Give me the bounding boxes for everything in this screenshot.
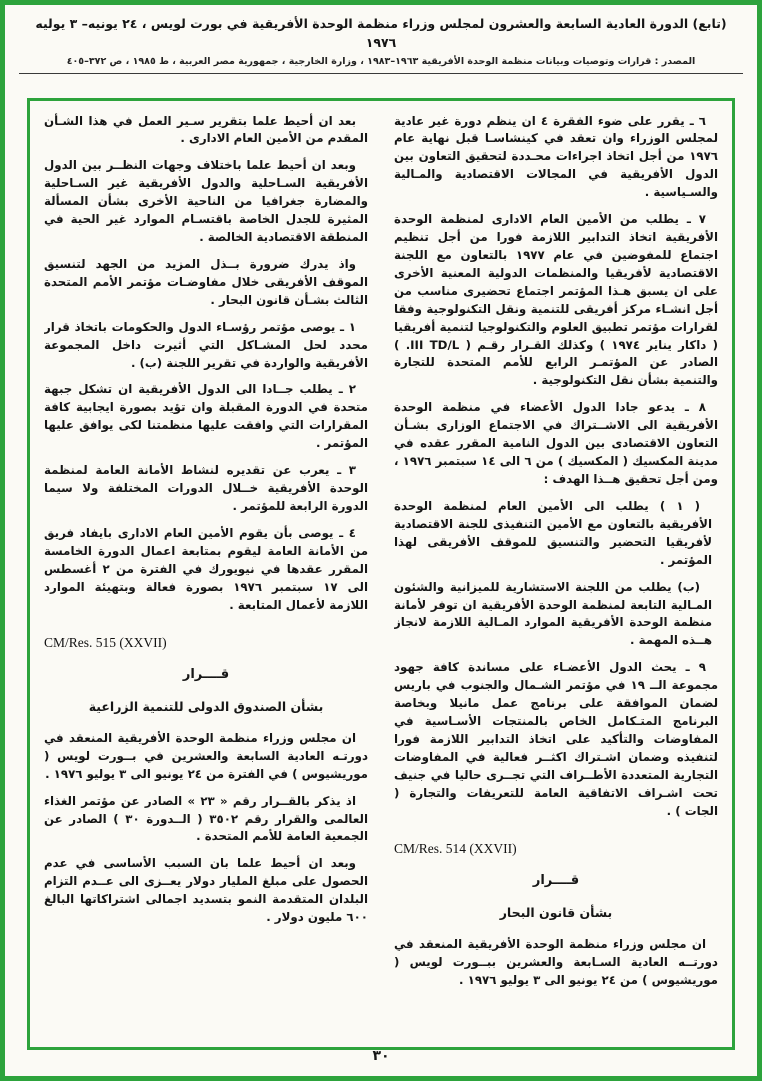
- paragraph-aware: واذ يدرك ضرورة بــذل المزيد من الجهد لتنسيق الموقف الأفريقى خلال مفاوضـات مؤتمر الأمم المتحدة الثالث بشـأن قانون البحار .: [44, 256, 368, 307]
- header-title: (تابع) الدورة العادية السابعة والعشرون لمجلس وزراء منظمة الوحدة الأفريقية في بورت لويس ، ٢٤ يونيه– ٣ يوليه ١٩٧٦: [35, 16, 727, 50]
- resolution-title: قــــرار: [182, 667, 230, 683]
- paragraph-item-8a: ( ١ ) يطلب الى الأمين العام لمنظمة الوحدة الأفريقية بالتعاون مع الأمين التنفيذى للجنة الاقتصادية لأفريقيا التحضير والتنسيق للموقف الأفريقى لهذا المؤتمر .: [394, 498, 712, 567]
- header-divider: [19, 73, 743, 74]
- resolution-ref-514: CM/Res. 514 (XXVII): [394, 840, 517, 856]
- column-right: [394, 113, 718, 1035]
- paragraph-recalling: اذ يذكر بالقــرار رقم « ٢٣ » الصادر عن مؤتمر الغذاء العالمى والقرار رقم ٣٥٠٢ ( الــدورة ٣٠ ) الصادر عن الجمعية العامة للأمم المتحدة .: [44, 793, 368, 844]
- paragraph-item-3: ٣ ـ يعرب عن تقديره لنشاط الأمانة العامة لمنظمة الوحدة الأفريقية خــلال الدورات المختلفة ولا سيما الدورة الرابعة للمؤتمر .: [44, 463, 368, 514]
- paragraph-noted-report: بعد ان أحيط علما بتقرير سـير العمل في هذا الشـأن المقدم من الأمين العام الادارى .: [44, 113, 368, 146]
- document-header: [5, 5, 757, 67]
- resolution-subject-ifad: بشأن الصندوق الدولى للتنمية الزراعية: [88, 698, 324, 714]
- resolution-title: قــــرار: [532, 873, 580, 889]
- two-column-layout: [44, 113, 718, 1035]
- header-source: المصدر : قرارات وتوصيات وبيانات منظمة الوحدة الأفريقية ١٩٦٣–١٩٨٣ ، وزارة الخارجية ، جمهورية مصر العربية ، ط ١٩٨٥ ، ص ٣٧٢–٤٠٥: [66, 55, 696, 67]
- content-box: [27, 98, 735, 1050]
- resolution-ref-515: CM/Res. 515 (XXVII): [44, 634, 167, 650]
- paragraph-item-7: ٧ ـ يطلب من الأمين العام الادارى لمنظمة الوحدة الأفريقية اتخاذ التدابير اللازمة فورا من أجل تنظيم اجتماع للمفوضين في عام ١٩٧٧ بالتعاون مع اللجنة الاقتصادية لأفريقيا والمنظمات الدولية المعنية الأخرى على ان يسبق هـذا المؤتمر اجتماع تحضيرى مناسب من أجل انشـاء مركز أفريقى للتنمية ونقل التكنولوجية وفقا لقرارات مؤتمر تطبيق العلوم والتكنولوجيا لتنمية أفريقيا ( داكار يناير ١٩٧٤ ) وكذلك القـرار رقـم ( III TD/L. ) الصادر عن المؤتمـر الرابع للأمم المتحدة للتجارة والتنمية بشأن نقل التكنولوجية .: [394, 212, 718, 388]
- paragraph-item-1: ١ ـ يوصى مؤتمر رؤسـاء الدول والحكومات باتخاذ قرار محدد لحل المشـاكل التي أثيرت داخل المجموعة الأفريقية والواردة في تقرير اللجنة (ب) .: [44, 319, 368, 370]
- column-left: [44, 113, 368, 1035]
- paragraph-item-6: ٦ ـ يقرر على ضوء الفقرة ٤ ان ينظم دورة غير عادية لمجلس الوزراء وان تعقد في كينشاسـا قبل نهاية عام ١٩٧٦ من أجل اتخاذ اجراءات محـددة لتحقيق التعاون بين الدول الأفريقية في المجالات الاقتصادية والمـالية والسـياسية .: [394, 113, 718, 200]
- paragraph-item-8b: (ب) يطلب من اللجنة الاستشارية للميزانية والشئون المـالية التابعة لمنظمة الوحدة الأفريقية ان توفر لأمانة منظمة الوحدة الأفريقية الموارد المـالية اللازمة لانجاز هــذه المهمة .: [394, 579, 712, 648]
- page-number: ٣٠: [372, 1048, 390, 1064]
- paragraph-preamble: ان مجلس وزراء منظمة الوحدة الأفريقية المنعقد في دورتـه العادية السابعة والعشرين في بــورت لويس ( موريشيوس ) في الفترة من ٢٤ يونيو الى ٣ يوليو ١٩٧٦ .: [44, 730, 368, 781]
- paragraph-item-9: ٩ ـ يحث الدول الأعضـاء على مساندة كافة جهود مجموعة الــ ١٩ في مؤتمر الشـمال والجنوب في باريس لضمان الموافقة على برنامج عمل مانيلا وبخاصة البرنامج المتـكامل الخاص بالمنتجات الأسـاسية في المفاوضات والتأكيد على اتخاذ التدابير اللازمة فورا لتنفيذه وضمان اشـتراك اكثــر فعالية في المفاوضات التجارية المتعددة الأطــراف التي تجــرى حاليا في جنيف تحت اشـراف الاتفاقية العامة للتعريفات والتجارة ( الجات ) .: [394, 660, 718, 818]
- paragraph-noted-reason: وبعد ان أحيط علما بان السبب الأساسى في عدم الحصول على مبلغ المليار دولار يعــزى الى عــدم التزام البلدان المتقدمة النمو بتسديد اجمالى اشتراكاتها البالغ ٦٠٠ مليون دولار .: [44, 856, 368, 925]
- paragraph-item-8: ٨ ـ يدعو جادا الدول الأعضاء في منظمة الوحدة الأفريقية الى الاشــتراك في الاجتماع الوزارى بشـأن التعاون الاقتصادى بين الدول النامية المقرر عقده في مدينة المكسيك ( المكسيك ) من ٦ الى ١٤ سبتمبر ١٩٧٦ ، ومن أجل تحقيق هــذا الهدف :: [394, 400, 718, 487]
- paragraph-item-2: ٢ ـ يطلب جــادا الى الدول الأفريقية ان تشكل جبهة متحدة في الدورة المقبلة وان تؤيد بصورة ايجابية كافة المقرارات التي وافقت عليها منظمتنا لكى يوافق عليها المؤتمر .: [44, 382, 368, 451]
- paragraph-noted-differences: وبعد ان أحيط علما باختلاف وجهات النظــر بين الدول الأفريقية السـاحلية والدول الأفريقية غير السـاحلية والمضارة جغرافيا من الناحية الأخرى بشأن المسألة المثيرة للجدل الخاصة باقتسـام الموارد غير الحية في المنطقة الاقتصادية الخالصة .: [44, 158, 368, 245]
- resolution-subject-law-of-sea: بشأن قانون البحار: [499, 904, 613, 920]
- paragraph-preamble: ان مجلس وزراء منظمة الوحدة الأفريقية المنعقد في دورتــه العادية السـابعة والعشرين ببــورت لويس ( موريشيوس ) من ٢٤ يونيو الى ٣ يوليو ١٩٧٦ .: [394, 936, 718, 987]
- paragraph-item-4: ٤ ـ يوصى بأن يقوم الأمين العام الادارى بايفاد فريق من الأمانة العامة ليقوم بمتابعة اعمال الدورة الخامسة المقرر عقدها في نيويورك في الفترة من ٢ أغسطس الى ١٧ سبتمبر ١٩٧٦ بصورة فعالة وبتهيئة الموارد اللازمة لأعمال المتابعة .: [44, 525, 368, 612]
